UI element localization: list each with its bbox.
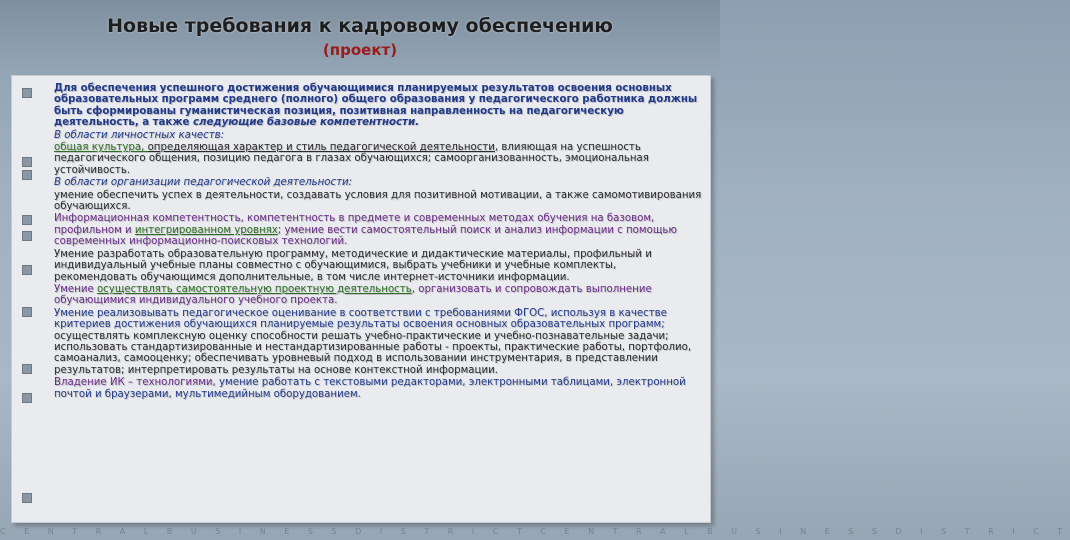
slide-header	[0, 0, 720, 72]
list-item: В области личностных качеств:	[54, 129, 225, 141]
list-item: В области организации педагогической деятельности:	[54, 177, 353, 189]
slide-subtitle: (проект)	[322, 41, 398, 59]
square-bullet-icon	[22, 157, 32, 167]
list-item: Умение разработать образовательную программу, методические и дидактические материалы, профильный и индивидуальный учебные планы совместно с обучающимися, выбрать учебники и учебные комплекты, рекомендовать обучающимся дополнительные, в том числе интернет-источники информации.	[54, 248, 652, 283]
square-bullet-icon	[22, 170, 32, 180]
slide-title: Новые требования к кадровому обеспечению	[107, 15, 613, 37]
requirements-list	[54, 83, 702, 401]
list-item: Для обеспечения успешного достижения обучающимися планируемых результатов освоения основных образовательных программ среднего (полного) общего образования у педагогического работника должны быть сформированы гуманистическая позиция, позитивная направленность на педагогическую деятельность, а также следующие базовые компетентности.	[54, 83, 698, 129]
square-bullet-icon	[22, 231, 32, 241]
list-item: Умение реализовывать педагогическое оценивание в соответствии с требованиями ФГОС, используя в качестве критериев достижения обучающихся планируемые результаты освоения основных образовательных программ; осуществлять комплексную оценку способности решать учебно-практические и учебно-познавательные задачи; использовать стандартизированные и нестандартизированные работы - проекты, практические работы, портфолио, самоанализ, самооценку; обеспечивать уровневый подход в использовании инструментария, в представлении результатов; интерпретировать результаты на основе контекстной информации.	[54, 307, 692, 376]
list-item: Владение ИК – технологиями, умение работать с текстовыми редакторами, электронными таблицами, электронной почтой и браузерами, мультимедийным оборудованием.	[54, 377, 686, 400]
square-bullet-icon	[22, 215, 32, 225]
list-item: Информационная компетентность, компетентность в предмете и современных методах обучения на базовом, профильном и интегрированном уровнях; умение вести самостоятельный поиск и анализ информации с помощью современных информационно-поисковых технологий.	[54, 213, 678, 248]
square-bullet-icon	[22, 364, 32, 374]
list-item: общая культура, определяющая характер и стиль педагогической деятельности, влияющая на успешность педагогического общения, позицию педагога в глазах обучающихся; самоорганизованность, эмоциональная устойчивость.	[54, 142, 649, 176]
square-bullet-icon	[22, 88, 32, 98]
list-item: Умение осуществлять самостоятельную проектную деятельность, организовать и сопровождать выполнение обучающимися индивидуального учебного проекта.	[54, 283, 652, 307]
list-item: умение обеспечить успех в деятельности, создавать условия для позитивной мотивации, а также самомотивирования обучающихся.	[54, 189, 702, 213]
footer-watermark: C E N T R A L B U S I N E S S D I S T R I C T C E N T R A L B U S I N E S S D I S T R I C T	[0, 527, 1070, 536]
square-bullet-icon	[22, 493, 32, 503]
square-bullet-icon	[22, 393, 32, 403]
square-bullet-icon	[22, 307, 32, 317]
square-bullet-icon	[22, 265, 32, 275]
content-panel	[11, 75, 711, 523]
